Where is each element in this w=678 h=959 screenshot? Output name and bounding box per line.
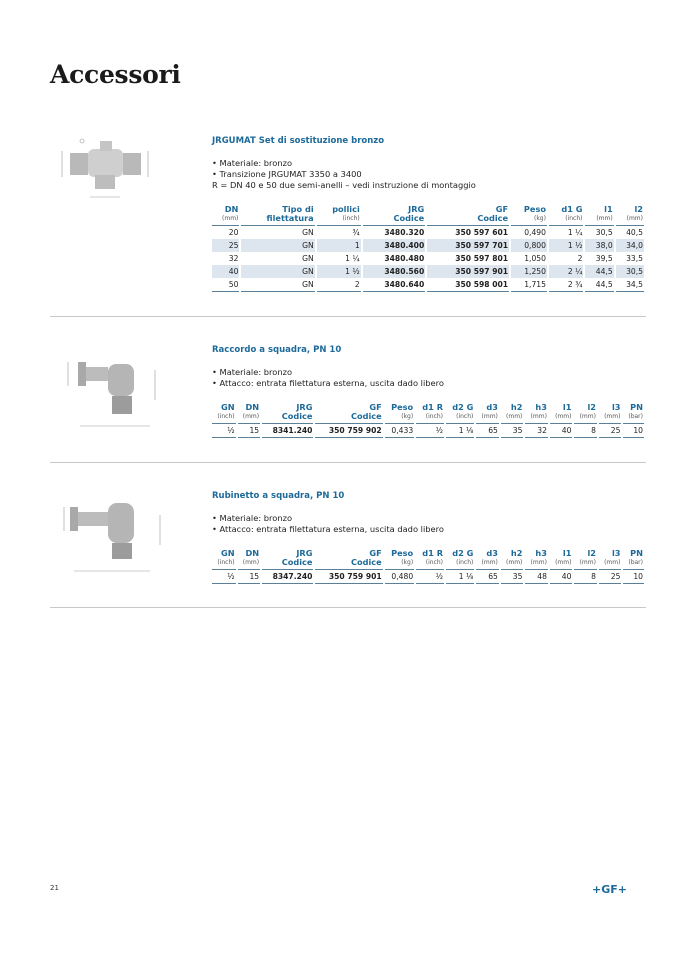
column-label: l2	[587, 548, 596, 558]
column-header	[599, 549, 622, 570]
table-cell: 65	[476, 424, 499, 438]
table-cell: 1 ⅛	[446, 570, 474, 584]
table-cell: 8	[574, 570, 597, 584]
column-unit: (mm)	[604, 413, 621, 420]
column-label: d3	[486, 548, 498, 558]
table-cell: 1,250	[511, 265, 547, 278]
column-label: h3	[535, 402, 547, 412]
bullet-list	[212, 513, 646, 535]
column-unit: (inch)	[456, 559, 474, 566]
column-label: d3	[486, 402, 498, 412]
column-unit: (kg)	[401, 413, 414, 420]
table-cell: 40,5	[626, 228, 643, 237]
product-table	[210, 403, 646, 438]
column-unit: (mm)	[555, 559, 572, 566]
column-header	[550, 403, 573, 424]
column-unit: (inch)	[456, 413, 474, 420]
column-unit: (mm)	[530, 413, 547, 420]
column-label: JRG	[296, 402, 313, 412]
column-unit: (mm)	[555, 413, 572, 420]
table-cell: ½	[212, 424, 236, 438]
column-header	[238, 549, 261, 570]
column-header	[212, 205, 239, 226]
column-header	[501, 549, 524, 570]
column-label: Peso	[391, 402, 414, 412]
column-unit: (mm)	[481, 413, 498, 420]
table-cell: 1 ½	[317, 265, 361, 278]
column-label: d2 G	[452, 548, 474, 558]
section-title: Rubinetto a squadra, PN 10	[212, 491, 345, 501]
table-cell: 40	[550, 424, 573, 438]
column-label: DN	[245, 548, 260, 558]
table-cell: 33,5	[626, 254, 643, 263]
table-row	[212, 239, 644, 252]
table-cell: 15	[238, 424, 261, 438]
bullet-item: • Transizione JRGUMAT 3350 a 3400	[212, 169, 362, 179]
table-cell: 2 ¾	[549, 278, 584, 292]
column-label: Peso	[391, 548, 414, 558]
column-header	[317, 205, 361, 226]
column-unit: (mm)	[579, 413, 596, 420]
column-label: l3	[611, 548, 621, 558]
column-header	[616, 205, 644, 226]
table-cell: 65	[476, 570, 499, 584]
bullet-item: • Materiale: bronzo	[212, 513, 293, 523]
column-unit: (inch)	[565, 215, 583, 222]
table-cell: 34,5	[616, 278, 644, 292]
table-cell: 25	[599, 570, 622, 584]
column-header	[574, 549, 597, 570]
column-label: d1 R	[422, 402, 444, 412]
column-unit: (bar)	[628, 413, 643, 420]
column-label: l1	[604, 204, 613, 214]
column-header	[501, 403, 524, 424]
column-header	[315, 549, 382, 570]
table-cell: 1 ½	[549, 239, 584, 252]
bullet-list	[212, 367, 646, 389]
table-cell: 350 759 901	[315, 570, 382, 584]
raccordo-squadra-diagram	[60, 350, 170, 435]
table-cell: 32	[228, 254, 239, 263]
section-jrgumat-set	[212, 136, 646, 292]
table-header-row	[212, 403, 644, 424]
column-header	[212, 403, 236, 424]
column-label: JRG	[296, 548, 313, 558]
column-header	[550, 549, 573, 570]
column-unit: (inch)	[217, 413, 235, 420]
column-header	[525, 549, 548, 570]
column-unit: (mm)	[604, 559, 621, 566]
column-unit: (mm)	[506, 413, 523, 420]
section-title: JRGUMAT Set di sostituzione bronzo	[212, 136, 385, 146]
column-label: GN	[221, 548, 235, 558]
column-header	[476, 549, 499, 570]
table-cell: 350 598 001	[427, 278, 509, 292]
table-cell: 350 597 901	[427, 265, 509, 278]
table-cell: 2	[317, 278, 361, 292]
column-unit: (mm)	[626, 215, 643, 222]
column-label-2: Codice	[281, 411, 313, 421]
table-cell: 35	[501, 424, 524, 438]
rubinetto-squadra-diagram	[60, 495, 170, 580]
table-cell: 8	[574, 424, 597, 438]
column-unit: (inch)	[425, 559, 444, 566]
column-header	[238, 403, 261, 424]
table-cell: 0,480	[385, 570, 414, 584]
table-cell: 0,800	[511, 239, 547, 252]
column-header	[525, 403, 548, 424]
column-unit: (inch)	[217, 559, 235, 566]
divider	[50, 607, 646, 608]
column-unit: (bar)	[628, 559, 643, 566]
table-cell: GN	[302, 254, 314, 263]
column-header	[599, 403, 622, 424]
column-label-2: Codice	[477, 213, 509, 223]
column-header	[623, 549, 644, 570]
table-cell: 3480.560	[363, 265, 425, 278]
column-label: GN	[221, 402, 235, 412]
table-cell: 8347.240	[262, 570, 313, 584]
column-unit: (mm)	[596, 215, 613, 222]
column-unit: (kg)	[533, 215, 546, 222]
column-header	[315, 403, 382, 424]
table-cell: 30,5	[595, 228, 613, 237]
column-label: GF	[369, 548, 382, 558]
column-label: DN	[245, 402, 260, 412]
table-cell: ½	[212, 570, 236, 584]
column-header	[363, 205, 425, 226]
table-cell: 39,5	[595, 254, 613, 263]
column-label-2: filettatura	[266, 213, 314, 223]
bullet-list	[212, 158, 646, 191]
product-table	[210, 549, 646, 584]
table-cell: 38,0	[585, 239, 613, 252]
table-cell: 10	[623, 424, 644, 438]
column-label: h2	[510, 402, 523, 412]
table-cell: 50	[212, 278, 239, 292]
table-row	[212, 226, 644, 239]
table-cell: 2 ¼	[549, 265, 584, 278]
column-unit: (mm)	[530, 559, 547, 566]
gf-logo: +GF+	[592, 883, 627, 896]
column-unit: (mm)	[579, 559, 596, 566]
table-cell: 0,433	[385, 424, 414, 438]
table-cell: GN	[241, 239, 314, 252]
table-cell: 25	[599, 424, 622, 438]
note-text: R = DN 40 e 50 due semi-anelli – vedi instruzione di montaggio	[212, 180, 476, 190]
jrgumat-set-diagram	[48, 135, 158, 207]
section-raccordo-squadra	[212, 345, 646, 438]
column-label: l3	[611, 402, 621, 412]
column-unit: (kg)	[401, 559, 414, 566]
table-cell: 0,490	[524, 228, 546, 237]
column-label: l2	[587, 402, 596, 412]
column-label: l1	[562, 548, 572, 558]
column-header	[623, 403, 644, 424]
table-cell: 32	[525, 424, 548, 438]
table-cell: 15	[238, 570, 261, 584]
column-label: d1 G	[561, 204, 583, 214]
table-cell: 20	[228, 228, 239, 237]
column-label: PN	[630, 402, 643, 412]
column-header	[416, 549, 444, 570]
column-label: h2	[510, 548, 523, 558]
table-row	[212, 252, 644, 265]
column-unit: (mm)	[222, 215, 239, 222]
column-header	[549, 205, 584, 226]
section-rubinetto-squadra	[212, 491, 646, 584]
column-unit: (mm)	[506, 559, 523, 566]
column-label: Peso	[523, 204, 546, 214]
column-label-2: Codice	[393, 213, 425, 223]
table-cell: ½	[416, 424, 444, 438]
column-unit: (mm)	[242, 559, 260, 566]
table-row	[212, 265, 644, 278]
column-label: l2	[634, 204, 643, 214]
table-cell: 8341.240	[262, 424, 313, 438]
bullet-item: • Materiale: bronzo	[212, 158, 293, 168]
table-cell: 40	[550, 570, 573, 584]
divider	[50, 316, 646, 317]
table-cell: 2	[577, 254, 583, 263]
column-header	[476, 403, 499, 424]
table-cell: ½	[416, 570, 444, 584]
table-cell: 40	[212, 265, 239, 278]
column-header	[385, 549, 414, 570]
column-label-2: Codice	[350, 557, 382, 567]
bullet-item: • Attacco: entrata filettatura esterna, uscita dado libero	[212, 378, 444, 388]
column-header	[574, 403, 597, 424]
column-header	[427, 205, 509, 226]
column-header	[585, 205, 613, 226]
column-label: pollici	[332, 204, 360, 214]
column-header	[241, 205, 314, 226]
table-cell: 1	[317, 239, 361, 252]
bullet-item: • Materiale: bronzo	[212, 367, 293, 377]
divider	[50, 462, 646, 463]
table-cell: 1,715	[511, 278, 547, 292]
column-label: DN	[224, 204, 239, 214]
table-cell: 10	[623, 570, 644, 584]
table-row	[212, 278, 644, 292]
column-label-2: Codice	[281, 557, 313, 567]
column-label: d2 G	[452, 402, 474, 412]
table-row	[212, 424, 644, 438]
table-cell: 3480.480	[384, 254, 425, 263]
column-unit: (mm)	[242, 413, 260, 420]
table-cell: 350 597 601	[455, 228, 509, 237]
column-header	[446, 403, 474, 424]
column-unit: (inch)	[342, 215, 360, 222]
table-cell: 1,050	[524, 254, 546, 263]
column-header	[262, 403, 313, 424]
bullet-item: • Attacco: entrata filettatura esterna, uscita dado libero	[212, 524, 444, 534]
column-label: Tipo di	[282, 204, 314, 214]
table-cell: 350 759 902	[315, 424, 382, 438]
table-row	[212, 570, 644, 584]
column-header	[262, 549, 313, 570]
table-cell: 350 597 801	[455, 254, 509, 263]
column-label: GF	[369, 402, 382, 412]
column-header	[446, 549, 474, 570]
table-header-row	[212, 549, 644, 570]
product-table	[210, 205, 646, 292]
table-cell: 35	[501, 570, 524, 584]
column-label: GF	[495, 204, 509, 214]
table-cell: 3480.400	[363, 239, 425, 252]
table-cell: GN	[241, 278, 314, 292]
column-header	[511, 205, 547, 226]
column-header	[416, 403, 444, 424]
table-cell: 34,0	[616, 239, 644, 252]
table-cell: 350 597 701	[427, 239, 509, 252]
column-label: PN	[630, 548, 643, 558]
column-unit: (mm)	[481, 559, 498, 566]
table-cell: 48	[525, 570, 548, 584]
table-cell: 30,5	[616, 265, 644, 278]
table-cell: GN	[241, 265, 314, 278]
table-cell: ¾	[352, 228, 360, 237]
column-label: l1	[562, 402, 572, 412]
column-label: JRG	[408, 204, 425, 214]
column-label-2: Codice	[350, 411, 382, 421]
table-cell: 1 ⅛	[446, 424, 474, 438]
table-cell: 44,5	[585, 278, 613, 292]
page-title: Accessori	[50, 60, 181, 89]
column-label: h3	[535, 548, 547, 558]
column-unit: (inch)	[425, 413, 444, 420]
column-header	[212, 549, 236, 570]
page-number: 21	[50, 884, 59, 892]
table-cell: GN	[302, 228, 314, 237]
table-cell: 1 ¼	[567, 228, 583, 237]
table-cell: 3480.320	[384, 228, 425, 237]
column-header	[385, 403, 414, 424]
section-title: Raccordo a squadra, PN 10	[212, 345, 342, 355]
table-cell: 25	[212, 239, 239, 252]
table-cell: 1 ¼	[345, 254, 360, 263]
table-cell: 44,5	[585, 265, 613, 278]
table-header-row	[212, 205, 644, 226]
table-cell: 3480.640	[363, 278, 425, 292]
column-label: d1 R	[422, 548, 444, 558]
